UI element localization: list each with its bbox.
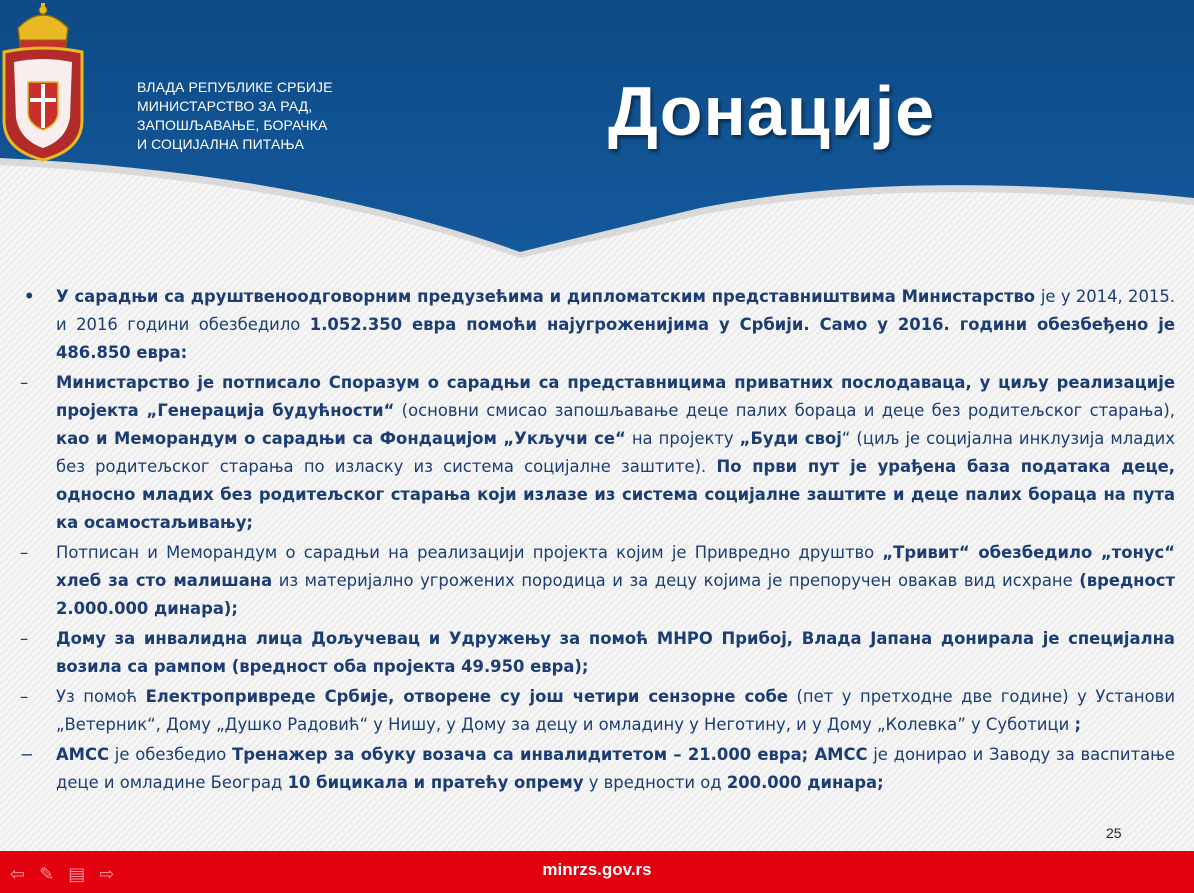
bold-text: АМСС xyxy=(56,745,110,764)
dash-marker: – xyxy=(20,629,29,648)
text-segment: (основни смисао запошљавање деце палих бораца и деце без родитељског старања), xyxy=(394,401,1175,420)
dash-paragraph xyxy=(20,683,1175,739)
bold-text: (вредност 2.000.000 динара); xyxy=(56,571,1175,618)
page-number: 25 xyxy=(1106,825,1122,841)
text-segment: у вредности од xyxy=(583,773,727,792)
dash-paragraph xyxy=(20,741,1175,797)
text-segment: Потписан и Меморандум о сарадњи на реализацији пројекта којим је Привредно друштво xyxy=(56,543,883,562)
bold-text: ; xyxy=(1074,715,1081,734)
gov-line: ВЛАДА РЕПУБЛИКЕ СРБИЈЕ xyxy=(137,79,333,95)
arrow-right-icon[interactable]: ⇨ xyxy=(99,864,115,885)
gov-line: И СОЦИЈАЛНА ПИТАЊА xyxy=(137,136,305,152)
paragraph-text xyxy=(56,683,1175,739)
content-body xyxy=(20,283,1175,799)
pen-icon[interactable]: ✎ xyxy=(39,864,55,885)
bold-text: Тренажер за обуку возача са инвалидитетом – 21.000 евра; АМСС xyxy=(232,745,868,764)
dash-paragraph xyxy=(20,369,1175,537)
paragraph-text xyxy=(56,625,1175,681)
bullet-marker: • xyxy=(24,287,35,306)
bold-text: као и Меморандум о сарадњи са Фондацијом „Укључи се“ xyxy=(56,429,626,448)
bold-text: „Буди свој xyxy=(739,429,842,448)
dash-marker: – xyxy=(20,543,29,562)
text-segment: “ (циљ је социјална инклузија младих без родитељског старања по изласку из система социјалне заштите). xyxy=(56,429,1175,476)
bold-text: У сарадњи са друштвеноодговорним предузећима и дипломатским представништвима Министарство xyxy=(56,287,1041,306)
paragraph-text xyxy=(56,741,1175,797)
paragraph-text xyxy=(56,369,1175,537)
text-segment: је у 2014, 2015. и 2016 години обезбедило xyxy=(56,287,1175,334)
government-name xyxy=(137,78,333,154)
dash-marker: – xyxy=(20,373,29,392)
text-segment: из материјално угрожених породица и за децу којима је препоручен овакав вид исхране xyxy=(272,571,1080,590)
text-segment: је обезбедио xyxy=(109,745,233,764)
text-segment: (пет у претходне две године) у Установи „Ветерник“, Дому „Душко Радовић“ у Нишу, у Дому за децу и омладину у Неготину, и у Дому „Колевка” у Суботици xyxy=(56,687,1175,734)
bullet-paragraph xyxy=(20,283,1175,367)
menu-icon[interactable]: ▤ xyxy=(68,864,86,885)
gov-line: ЗАПОШЉАВАЊЕ, БОРАЧКА xyxy=(137,117,328,133)
header-banner xyxy=(0,0,1194,270)
paragraph-text xyxy=(56,283,1175,367)
text-segment: Уз помоћ xyxy=(56,687,146,706)
bold-text: Дому за инвалидна лица Доључевац и Удружењу за помоћ МНРО Прибој, Влада Јапана донирала је специјална возила са рампом (вредност оба пројекта 49.950 евра); xyxy=(56,629,1175,676)
bold-text: 200.000 динара; xyxy=(726,773,884,792)
arrow-left-icon[interactable]: ⇦ xyxy=(10,864,26,885)
footer-website[interactable]: minrzs.gov.rs xyxy=(542,860,652,879)
text-segment: на пројекту xyxy=(625,429,740,448)
bold-text: „Тривит“ обезбедило „тонус“ хлеб за сто малишана xyxy=(56,543,1176,590)
bold-text: 10 бицикала и пратећу опрему xyxy=(287,773,584,792)
dash-marker: – xyxy=(20,687,29,706)
serbian-coat-of-arms-icon xyxy=(0,0,86,165)
text-segment: је донирао и Заводу за васпитање деце и омладине Београд xyxy=(56,745,1175,792)
dash-paragraph xyxy=(20,539,1175,623)
dash-marker: − xyxy=(20,745,34,764)
paragraph-text xyxy=(56,539,1175,623)
bold-text: Електропривреде Србије, отворене су још четири сензорне собе xyxy=(145,687,789,706)
bold-text: Министарство је потписало Споразум о сарадњи са представницима приватних послодаваца, у циљу реализације пројекта „Генерација будућности“ xyxy=(56,373,1175,420)
bold-text: 1.052.350 евра помоћи најугроженијима у Србији. Само у 2016. години обезбеђено је 486.850 евра: xyxy=(56,315,1175,362)
gov-line: МИНИСТАРСТВО ЗА РАД, xyxy=(137,98,313,114)
page-title: Донације xyxy=(608,72,936,150)
dash-paragraph xyxy=(20,625,1175,681)
bold-text: По први пут је урађена база података деце, односно младих без родитељског старања који излазе из система социјалне заштите и деце палих бораца на пута ка осамостаљивању; xyxy=(56,457,1176,532)
